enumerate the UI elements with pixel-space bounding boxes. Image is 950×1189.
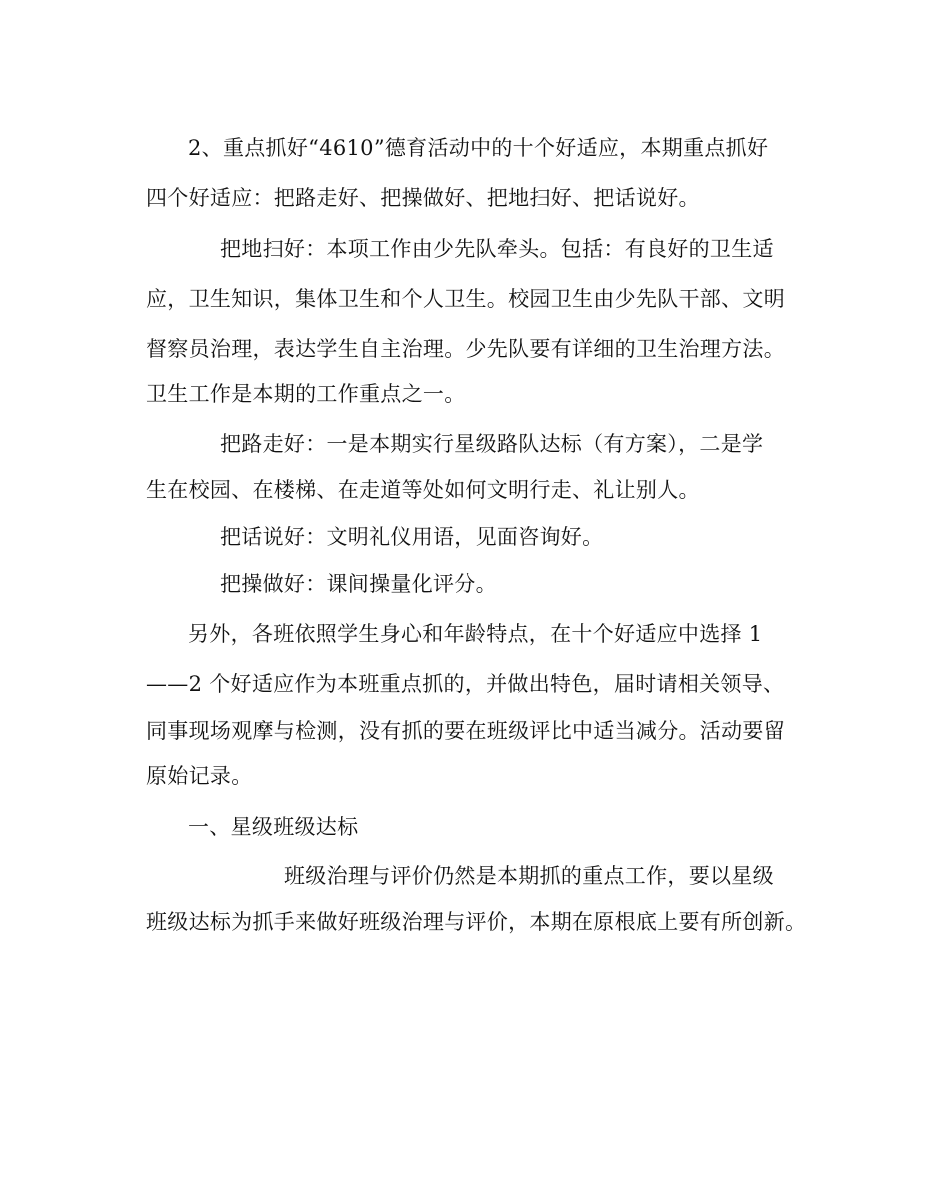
paragraph-line: 把地扫好：本项工作由少先队牵头。包括：有良好的卫生适 [220, 237, 774, 261]
paragraph-line: ——2 个好适应作为本班重点抓的，并做出特色，届时请相关领导、 [146, 672, 785, 696]
paragraph-line: 卫生工作是本期的工作重点之一。 [146, 382, 466, 406]
paragraph-line: 同事现场观摩与检测，没有抓的要在班级评比中适当减分。活动要留 [146, 719, 785, 743]
section-heading: 一、星级班级达标 [188, 815, 359, 839]
paragraph-line: 班级治理与评价仍然是本期抓的重点工作，要以星级 [284, 864, 774, 888]
paragraph-line: 督察员治理，表达学生自主治理。少先队要有详细的卫生治理方法。 [146, 337, 785, 361]
paragraph-line: 应，卫生知识，集体卫生和个人卫生。校园卫生由少先队干部、文明 [146, 287, 785, 311]
paragraph-line: 原始记录。 [146, 764, 253, 788]
paragraph-line: 2、重点抓好“4610”德育活动中的十个好适应，本期重点抓好 [188, 136, 769, 160]
paragraph-line: 生在校园、在楼梯、在走道等处如何文明行走、礼让别人。 [146, 478, 700, 502]
paragraph-line: 四个好适应：把路走好、把操做好、把地扫好、把话说好。 [146, 186, 700, 210]
paragraph-line: 把路走好：一是本期实行星级路队达标（有方案），二是学 [220, 432, 764, 456]
paragraph-line: 把话说好：文明礼仪用语，见面咨询好。 [220, 525, 604, 549]
paragraph-line: 把操做好：课间操量化评分。 [220, 572, 497, 596]
paragraph-line: 班级达标为抓手来做好班级治理与评价，本期在原根底上要有所创新。 [146, 910, 807, 934]
paragraph-line: 另外，各班依照学生身心和年龄特点，在十个好适应中选择 1 [188, 622, 763, 646]
